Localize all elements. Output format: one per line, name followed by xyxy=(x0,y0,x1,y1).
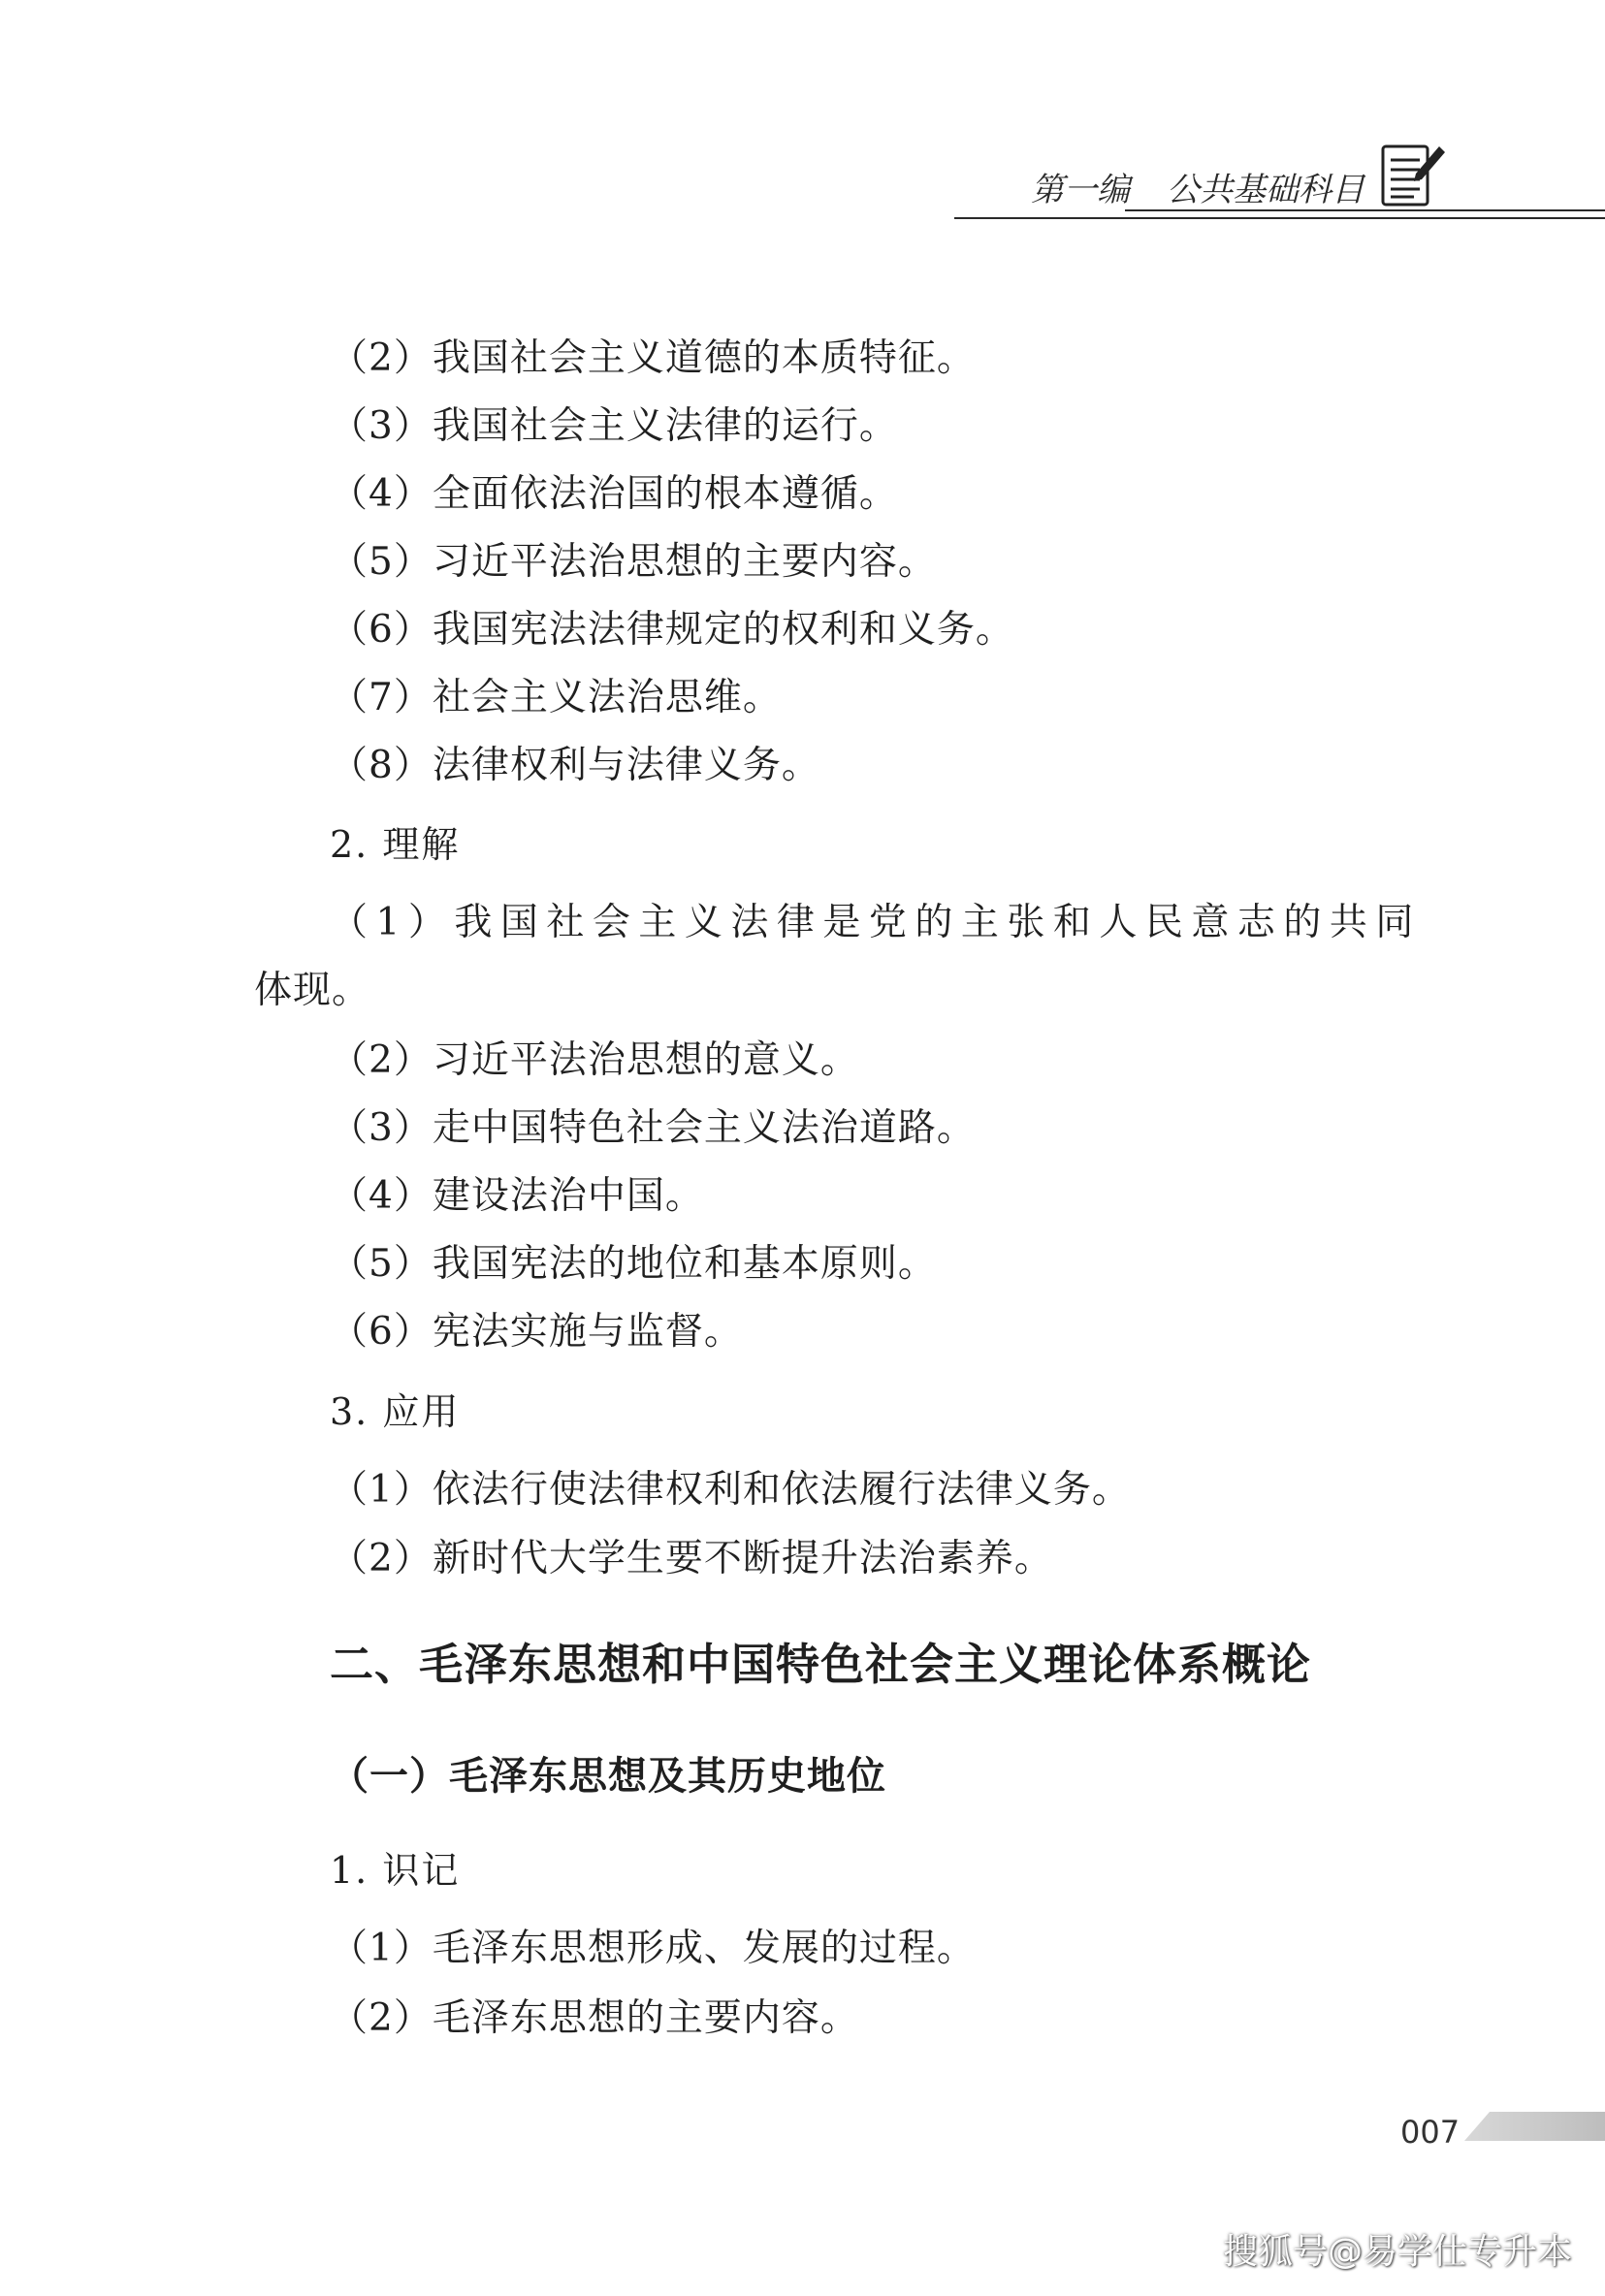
watermark: 搜狐号@易学仕专升本 xyxy=(1222,2232,1572,2272)
list-item: （3）走中国特色社会主义法治道路。 xyxy=(330,1106,976,1150)
list-item: （8）法律权利与法律义务。 xyxy=(330,744,820,787)
heading-apply: 3. 应用 xyxy=(330,1390,461,1433)
subsection-title: （一）毛泽东思想及其历史地位 xyxy=(330,1754,886,1799)
list-item: （4）建设法治中国。 xyxy=(330,1174,704,1218)
running-header xyxy=(1031,163,1364,210)
list-item-continuation: 体现。 xyxy=(254,969,371,1012)
page-number: 007 xyxy=(1400,2114,1461,2151)
list-item: （2）习近平法治思想的意义。 xyxy=(330,1038,859,1082)
list-item: （6）宪法实施与监督。 xyxy=(330,1310,743,1354)
header-rule-top xyxy=(1125,209,1605,211)
heading-understand: 2. 理解 xyxy=(330,823,461,866)
list-item: （7）社会主义法治思维。 xyxy=(330,676,782,719)
list-item: （2）新时代大学生要不断提升法治素养。 xyxy=(330,1537,1053,1580)
list-item: （5）习近平法治思想的主要内容。 xyxy=(330,540,937,584)
header-part: 第一编 xyxy=(1031,171,1130,209)
page-tab-decoration xyxy=(1464,2112,1605,2147)
list-item: （1）毛泽东思想形成、发展的过程。 xyxy=(330,1927,976,1970)
list-item: （4）全面依法治国的根本遵循。 xyxy=(330,472,898,516)
header-section: 公共基础科目 xyxy=(1167,171,1364,209)
heading-memorize: 1. 识记 xyxy=(330,1849,461,1892)
list-item: （6）我国宪法法律规定的权利和义务。 xyxy=(330,608,1014,652)
list-item: （2）毛泽东思想的主要内容。 xyxy=(330,1996,859,2040)
header-rule xyxy=(954,217,1605,219)
list-item: （3）我国社会主义法律的运行。 xyxy=(330,404,898,448)
list-item: （5）我国宪法的地位和基本原则。 xyxy=(330,1242,937,1286)
list-item: （1）我国社会主义法律是党的主张和人民意志的共同 xyxy=(330,901,1422,944)
list-item: （2）我国社会主义道德的本质特征。 xyxy=(330,336,976,380)
notepad-pencil-icon xyxy=(1379,141,1447,210)
section-title: 二、毛泽东思想和中国特色社会主义理论体系概论 xyxy=(330,1639,1312,1690)
list-item: （1）依法行使法律权利和依法履行法律义务。 xyxy=(330,1468,1131,1512)
